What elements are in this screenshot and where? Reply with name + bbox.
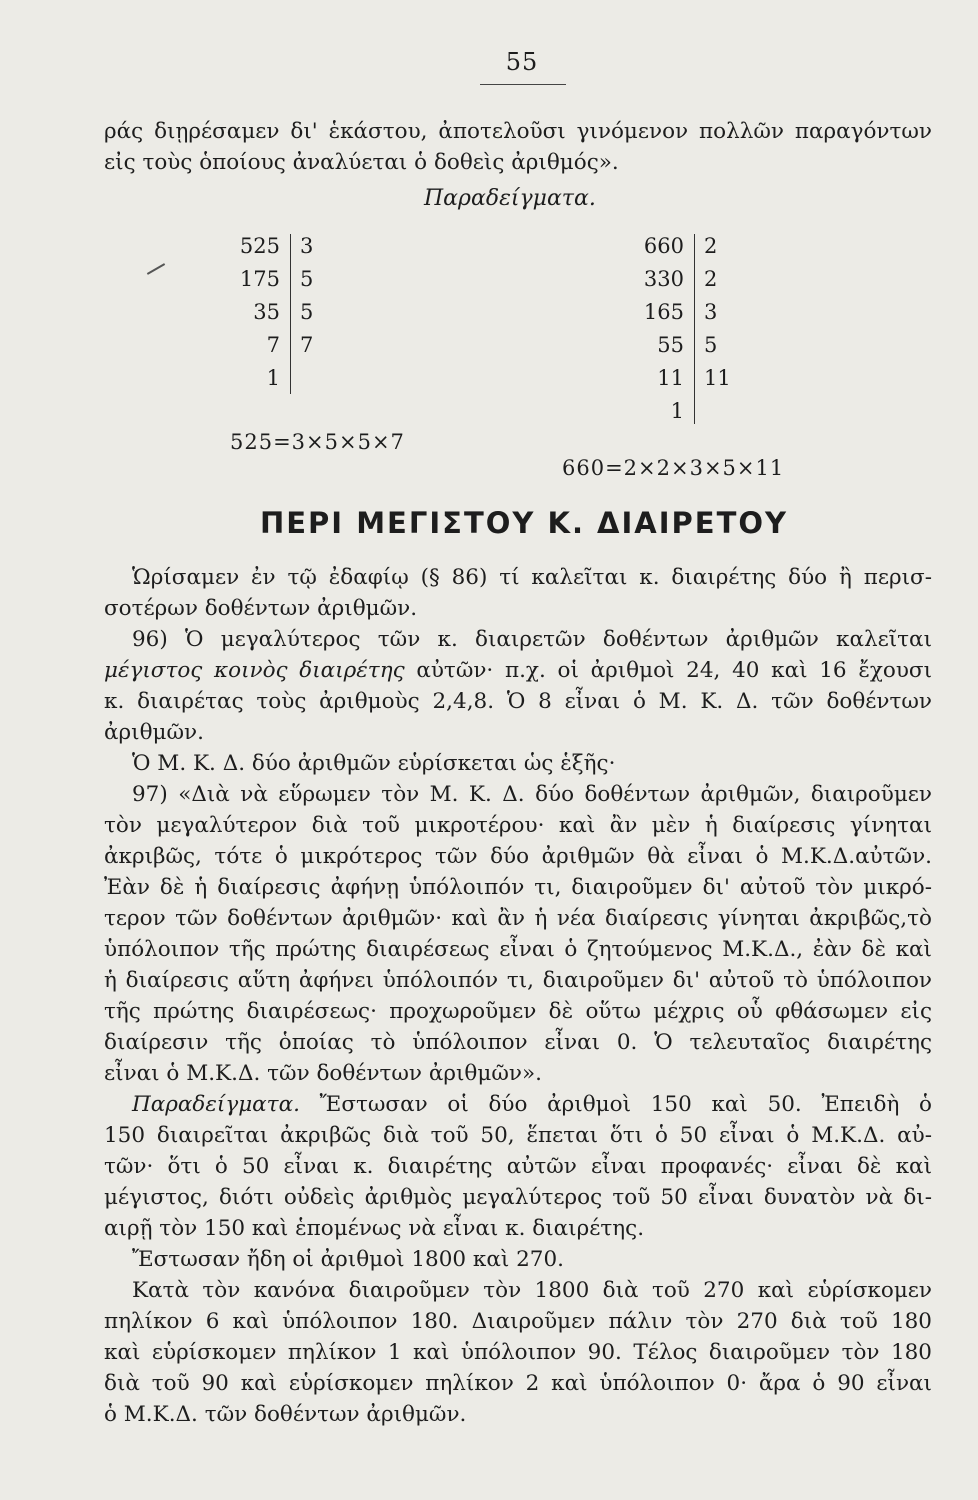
factor-row: 525 3 (239, 234, 314, 258)
para-97-line: ὑπόλοιπον τῆς πρώτης διαιρέσεως εἶναι ὁ ζητούμενος Μ.Κ.Δ., ἐὰν δὲ καὶ (104, 937, 932, 962)
factor-row: 55 5 (657, 333, 718, 357)
para-examples-line: αιρῇ τὸν 150 καὶ ἑπομένως νὰ εἶναι κ. διαιρέτης. (104, 1216, 645, 1241)
para-97-line: ἀκριβῶς, τότε ὁ μικρότερος τῶν δύο ἀριθμῶν θὰ εἶναι ὁ Μ.Κ.Δ.αὐτῶν. (104, 844, 932, 869)
para-examples-line: τῶν· ὅτι ὁ 50 εἶναι κ. διαιρέτης αὐτῶν εἶναι προφανές· εἶναι δὲ καὶ (104, 1154, 932, 1179)
examples-label: Παραδείγματα. (132, 1092, 300, 1117)
para-96-line-4: ἀριθμῶν. (104, 720, 204, 745)
para-97-line: ἡ διαίρεσις αὕτη ἀφήνει ὑπόλοιπόν τι, διαιροῦμεν δι' αὐτοῦ τὸ ὑπόλοιπον (104, 968, 932, 993)
intro-line-1: ράς διῃρέσαμεν δι' ἑκάστου, ἀποτελοῦσι γινόμενον πολλῶν παραγόντων (104, 119, 932, 144)
para-96-line-1: 96) Ὁ μεγαλύτερος τῶν κ. διαιρετῶν δοθέντων ἀριθμῶν καλεῖται (132, 627, 932, 652)
para-97-line: Ἐὰν δὲ ἡ διαίρεσις ἀφήνῃ ὑπόλοιπόν τι, διαιροῦμεν δι' αὐτοῦ τὸν μικρό- (104, 875, 932, 900)
para-method: Ὁ Μ. Κ. Δ. δύο ἀριθμῶν εὑρίσκεται ὡς ἑξῆς· (132, 751, 616, 776)
intro-paragraph (104, 116, 932, 178)
factor-row: 7 7 (266, 333, 314, 357)
intro-line-2: εἰς τοὺς ὁποίους ἀναλύεται ὁ δοθεὶς ἀριθμός». (104, 150, 619, 175)
stray-mark (147, 263, 165, 275)
para-examples-line: μέγιστος, διότι οὐδεὶς ἀριθμὸς μεγαλύτερος τοῦ 50 εἶναι δυνατὸν νὰ δι- (104, 1185, 932, 1210)
para-97-line: τῆς πρώτης διαιρέσεως· προχωροῦμεν δὲ οὕτω μέχρις οὗ φθάσωμεν εἰς (104, 999, 932, 1024)
para-rule-line: καὶ εὑρίσκομεν πηλίκον 1 καὶ ὑπόλοιπον 90. Τέλος διαιροῦμεν τὸν 180 (104, 1340, 932, 1365)
factorization-525 (222, 230, 340, 395)
para-1-line-1: Ὡρίσαμεν ἐν τῷ ἐδαφίῳ (§ 86) τί καλεῖται κ. διαιρέτης δύο ἢ περισ- (132, 565, 932, 590)
para-second-example: Ἔστωσαν ἤδη οἱ ἀριθμοὶ 1800 καὶ 270. (132, 1247, 564, 1272)
factorization-result-660: 660=2×2×3×5×11 (562, 456, 785, 480)
para-rule-line: πηλίκον 6 καὶ ὑπόλοιπον 180. Διαιροῦμεν πάλιν τὸν 270 διὰ τοῦ 180 (104, 1309, 932, 1334)
para-rule-line: διὰ τοῦ 90 καὶ εὑρίσκομεν πηλίκον 2 καὶ ὑπόλοιπον 0· ἄρα ὁ 90 εἶναι (104, 1371, 932, 1396)
factor-row: 35 5 (253, 300, 314, 324)
examples-title: Παραδείγματα. (424, 186, 596, 211)
factorization-divider (290, 234, 291, 394)
factor-row: 1 (266, 366, 280, 390)
factor-row: 175 5 (239, 267, 314, 291)
para-examples-line: 150 διαιρεῖται ἀκριβῶς διὰ τοῦ 50, ἕπεται ὅτι ὁ 50 εἶναι ὁ Μ.Κ.Δ. αὐ- (104, 1123, 932, 1148)
factor-row: 11 11 (657, 366, 731, 390)
factor-row: 1 (670, 399, 684, 423)
para-97-line: εἶναι ὁ Μ.Κ.Δ. τῶν δοθέντων ἀριθμῶν». (104, 1061, 542, 1086)
para-97-line: τὸν μεγαλύτερον διὰ τοῦ μικροτέρου· καὶ ἂν μὲν ἡ διαίρεσις γίνηται (104, 813, 932, 838)
page-number: 55 (505, 48, 539, 76)
section-heading: ΠΕΡΙ ΜΕΓΙΣΤΟΥ Κ. ΔΙΑΙΡΕΤΟΥ (259, 506, 789, 540)
para-96-line-2: μέγιστος κοινὸς διαιρέτης αὐτῶν· π.χ. οἱ ἀριθμοὶ 24, 40 καὶ 16 ἔχουσι (104, 658, 933, 683)
page-number-rule (480, 84, 566, 85)
para-97-line: 97) «Διὰ νὰ εὕρωμεν τὸν Μ. Κ. Δ. δύο δοθέντων ἀριθμῶν, διαιροῦμεν (132, 782, 932, 807)
para-examples-line-1: Παραδείγματα. Ἔστωσαν οἱ δύο ἀριθμοὶ 150 καὶ 50. Ἐπειδὴ ὁ (132, 1092, 932, 1117)
body-text (104, 562, 932, 1430)
factorization-result-525: 525=3×5×5×7 (230, 430, 405, 454)
para-97-line: διαίρεσιν τῆς ὁποίας τὸ ὑπόλοιπον εἶναι 0. Ὁ τελευταῖος διαιρέτης (104, 1030, 932, 1055)
para-97-line: τερον τῶν δοθέντων ἀριθμῶν· καὶ ἂν ἡ νέα διαίρεσις γίνηται ἀκριβῶς,τὸ (104, 906, 932, 931)
factor-row: 165 3 (643, 300, 718, 324)
factor-row: 330 2 (643, 267, 718, 291)
para-rule-line: ὁ Μ.Κ.Δ. τῶν δοθέντων ἀριθμῶν. (104, 1402, 467, 1427)
factorization-660 (626, 230, 744, 428)
para-rule-line: Κατὰ τὸν κανόνα διαιροῦμεν τὸν 1800 διὰ τοῦ 270 καὶ εὑρίσκομεν (132, 1278, 932, 1303)
term-gcd: μέγιστος κοινὸς διαιρέτης (104, 658, 405, 683)
para-1-line-2: σοτέρων δοθέντων ἀριθμῶν. (104, 596, 418, 621)
para-96-line-3: κ. διαιρέτας τοὺς ἀριθμοὺς 2,4,8. Ὁ 8 εἶναι ὁ Μ. Κ. Δ. τῶν δοθέντων (104, 689, 932, 714)
factorization-divider (694, 234, 695, 424)
factor-row: 660 2 (643, 234, 718, 258)
